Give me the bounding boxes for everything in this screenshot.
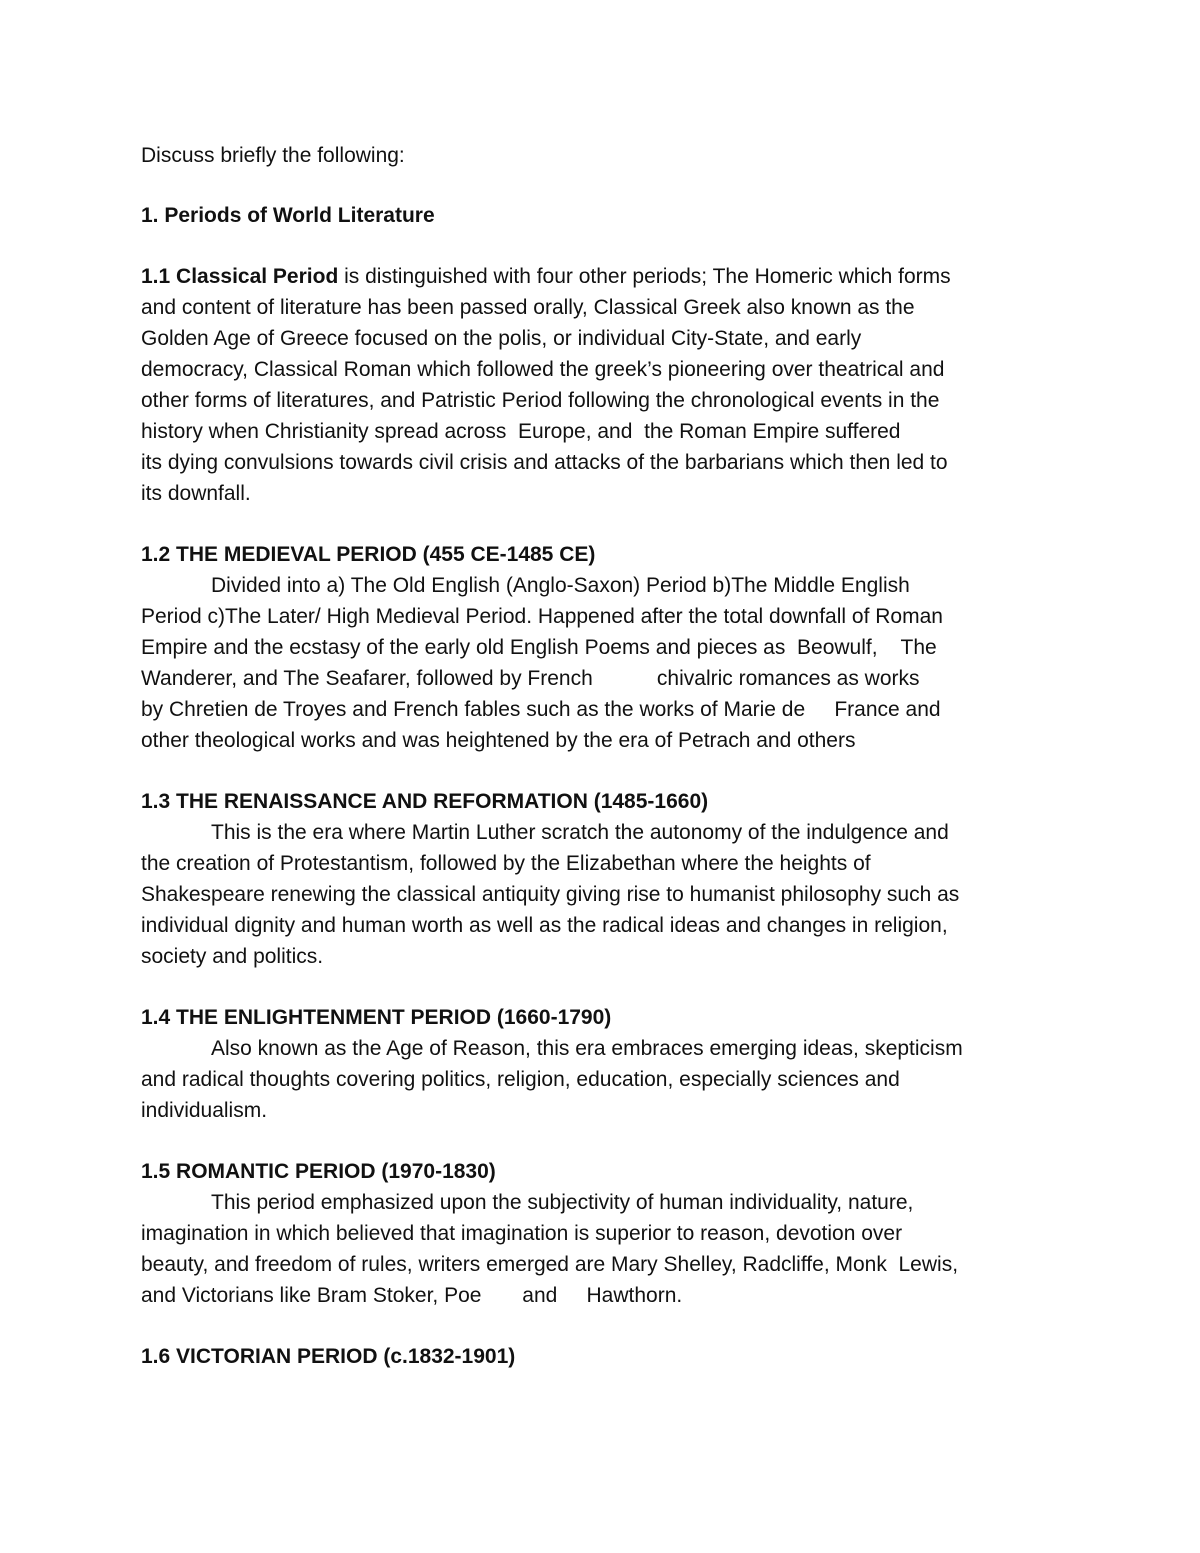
section-classical: [141, 261, 1071, 509]
medieval-line: Empire and the ecstasy of the early old English Poems and pieces as Beowulf, The: [141, 636, 937, 659]
renaissance-line: individual dignity and human worth as well as the radical ideas and changes in religion,: [141, 914, 948, 937]
enlightenment-line: individualism.: [141, 1099, 268, 1122]
classical-paragraph: [141, 261, 1071, 509]
renaissance-paragraph: [141, 817, 1071, 972]
classical-line: its downfall.: [141, 482, 251, 505]
classical-line: Golden Age of Greece focused on the polis, or individual City-State, and early: [141, 327, 862, 350]
medieval-title: 1.2 THE MEDIEVAL PERIOD (455 CE-1485 CE): [141, 543, 596, 566]
section-romantic: [141, 1156, 1071, 1311]
section-medieval: [141, 539, 1071, 756]
classical-line: history when Christianity spread across Europe, and the Roman Empire suffered: [141, 420, 901, 443]
section-enlightenment: [141, 1002, 1071, 1126]
medieval-line: other theological works and was heightened by the era of Petrach and others: [141, 729, 856, 752]
medieval-line: Period c)The Later/ High Medieval Period. Happened after the total downfall of Roman: [141, 605, 943, 628]
renaissance-title: 1.3 THE RENAISSANCE AND REFORMATION (1485-1660): [141, 790, 709, 813]
classical-line: and content of literature has been passed orally, Classical Greek also known as the: [141, 296, 915, 319]
intro-text: Discuss briefly the following:: [141, 144, 405, 167]
medieval-line: by Chretien de Troyes and French fables such as the works of Marie de France and: [141, 698, 941, 721]
document-heading: 1. Periods of World Literature: [141, 204, 435, 227]
enlightenment-line: and radical thoughts covering politics, religion, education, especially sciences and: [141, 1068, 900, 1091]
romantic-title: 1.5 ROMANTIC PERIOD (1970-1830): [141, 1160, 496, 1183]
romantic-line: and Victorians like Bram Stoker, Poe and Hawthorn.: [141, 1284, 683, 1307]
medieval-line: Divided into a) The Old English (Anglo-Saxon) Period b)The Middle English: [211, 574, 910, 597]
medieval-paragraph: [141, 570, 1071, 756]
section-renaissance: [141, 786, 1071, 972]
classical-line: democracy, Classical Roman which followed the greek’s pioneering over theatrical and: [141, 358, 945, 381]
renaissance-line: Shakespeare renewing the classical antiquity giving rise to humanist philosophy such as: [141, 883, 960, 906]
romantic-paragraph: [141, 1187, 1071, 1311]
renaissance-line: society and politics.: [141, 945, 324, 968]
classical-lead: 1.1 Classical Period: [141, 265, 339, 288]
enlightenment-title: 1.4 THE ENLIGHTENMENT PERIOD (1660-1790): [141, 1006, 612, 1029]
renaissance-line: This is the era where Martin Luther scratch the autonomy of the indulgence and: [211, 821, 949, 844]
renaissance-line: the creation of Protestantism, followed by the Elizabethan where the heights of: [141, 852, 871, 875]
romantic-line: This period emphasized upon the subjectivity of human individuality, nature,: [211, 1191, 914, 1214]
section-victorian: [141, 1341, 1071, 1372]
enlightenment-paragraph: [141, 1033, 1071, 1126]
enlightenment-line: Also known as the Age of Reason, this era embraces emerging ideas, skepticism: [211, 1037, 963, 1060]
medieval-line: Wanderer, and The Seafarer, followed by French chivalric romances as works: [141, 667, 920, 690]
document-page: [141, 140, 1071, 1402]
classical-line-text: is distinguished with four other periods; The Homeric which forms: [338, 265, 951, 288]
classical-line: its dying convulsions towards civil crisis and attacks of the barbarians which then led to: [141, 451, 948, 474]
victorian-title: 1.6 VICTORIAN PERIOD (c.1832-1901): [141, 1345, 516, 1368]
romantic-line: beauty, and freedom of rules, writers emerged are Mary Shelley, Radcliffe, Monk Lewis,: [141, 1253, 959, 1276]
romantic-line: imagination in which believed that imagination is superior to reason, devotion over: [141, 1222, 903, 1245]
classical-line: other forms of literatures, and Patristic Period following the chronological events in the: [141, 389, 940, 412]
classical-line: [141, 261, 1071, 292]
